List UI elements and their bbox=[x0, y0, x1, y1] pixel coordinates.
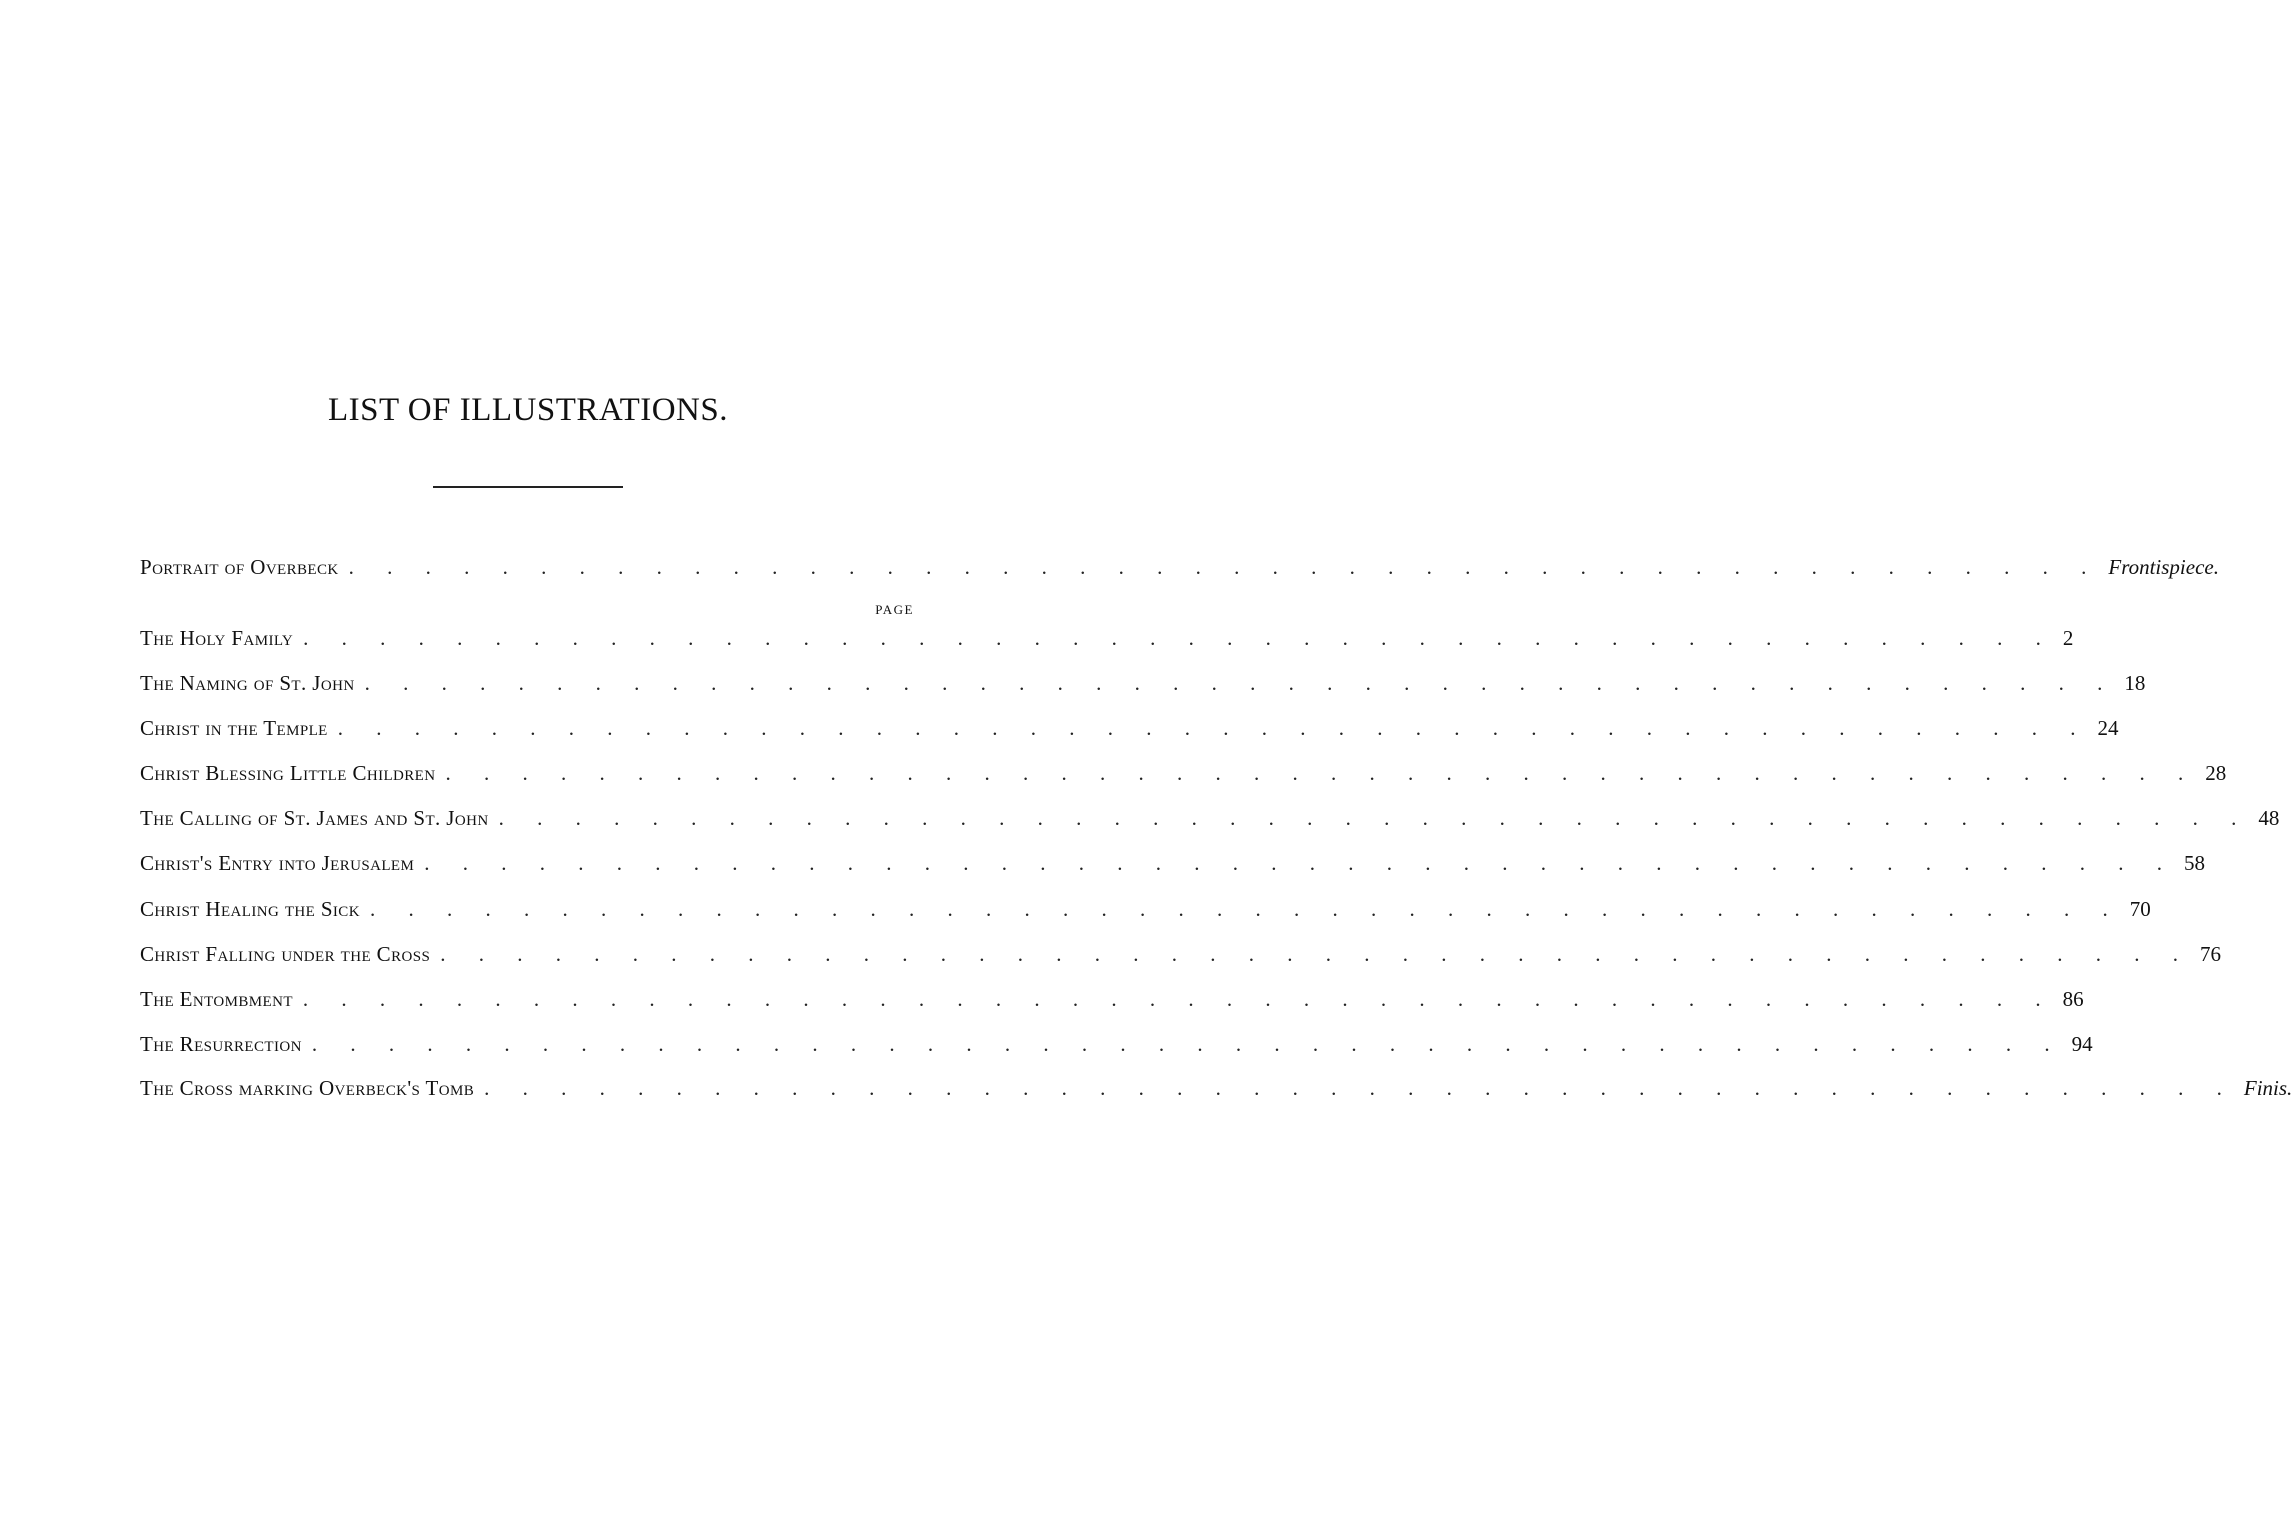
entry-title: Christ Blessing Little Children bbox=[140, 761, 436, 785]
leader-dots: . . . . . . . . . . . . . . . . . . . . . . . . . . . . . . . . . . . . . . . . . . . . . . bbox=[445, 761, 2198, 785]
leader-dots: . . . . . . . . . . . . . . . . . . . . . . . . . . . . . . . . . . . . . . . . . . . . . . bbox=[303, 626, 2055, 650]
list-item bbox=[140, 1029, 2093, 1059]
list-item bbox=[140, 803, 2280, 833]
leader-dots: . . . . . . . . . . . . . . . . . . . . . . . . . . . . . . . . . . . . . . . . . . . . . . bbox=[498, 806, 2251, 830]
entry-title: The Holy Family bbox=[140, 626, 294, 650]
leader-dots: . . . . . . . . . . . . . . . . . . . . . . . . . . . . . . . . . . . . . . . . . . . . . . bbox=[369, 897, 2122, 921]
leader-dots: . . . . . . . . . . . . . . . . . . . . . . . . . . . . . . . . . . . . . . . . . . . . . . bbox=[440, 942, 2192, 966]
entry-page: 76 bbox=[2199, 942, 2221, 966]
entry-page: 28 bbox=[2205, 761, 2227, 785]
entry-title: Christ Healing the Sick bbox=[140, 897, 360, 921]
entry-title: Portrait of Overbeck bbox=[140, 555, 339, 579]
list-item bbox=[140, 668, 2146, 698]
page-title: LIST OF ILLUSTRATIONS. bbox=[328, 392, 728, 428]
leader-dots: . . . . . . . . . . . . . . . . . . . . . . . . . . . . . . . . . . . . . . . . . . . . . . bbox=[311, 1032, 2064, 1056]
leader-dots: . . . . . . . . . . . . . . . . . . . . . . . . . . . . . . . . . . . . . . . . . . . . . . bbox=[424, 851, 2176, 875]
entry-page: 18 bbox=[2124, 671, 2146, 695]
entry-title: Christ in the Temple bbox=[140, 716, 328, 740]
entry-page: Frontispiece. bbox=[2108, 555, 2219, 579]
leader-dots: . . . . . . . . . . . . . . . . . . . . . . . . . . . . . . . . . . . . . . . . . . . . . . bbox=[337, 716, 2090, 740]
entry-title: The Naming of St. John bbox=[140, 671, 355, 695]
title-divider bbox=[433, 486, 623, 488]
entry-title: The Calling of St. James and St. John bbox=[140, 806, 489, 830]
leader-dots: . . . . . . . . . . . . . . . . . . . . . . . . . . . . . . . . . . . . . . . . . . . . . . bbox=[302, 987, 2055, 1011]
entry-title: Christ's Entry into Jerusalem bbox=[140, 851, 415, 875]
list-item bbox=[140, 1073, 2292, 1103]
frontispiece-entry bbox=[140, 552, 2219, 582]
leader-dots: . . . . . . . . . . . . . . . . . . . . . . . . . . . . . . . . . . . . . . . . . . . . . . bbox=[484, 1076, 2236, 1100]
entry-page: 94 bbox=[2071, 1032, 2093, 1056]
entry-page: 58 bbox=[2183, 851, 2205, 875]
leader-dots: . . . . . . . . . . . . . . . . . . . . . . . . . . . . . . . . . . . . . . . . . . . . . . bbox=[348, 555, 2101, 579]
list-item bbox=[140, 894, 2151, 924]
entry-page: Finis. bbox=[2243, 1076, 2292, 1100]
list-item bbox=[140, 939, 2221, 969]
page-column-heading: PAGE bbox=[875, 602, 914, 617]
entry-page: 86 bbox=[2062, 987, 2084, 1011]
leader-dots: . . . . . . . . . . . . . . . . . . . . . . . . . . . . . . . . . . . . . . . . . . . . . . bbox=[364, 671, 2117, 695]
entry-title: The Entombment bbox=[140, 987, 293, 1011]
entry-title: The Cross marking Overbeck's Tomb bbox=[140, 1076, 475, 1100]
list-item bbox=[140, 758, 2227, 788]
entry-title: Christ Falling under the Cross bbox=[140, 942, 431, 966]
list-item bbox=[140, 848, 2205, 878]
list-item bbox=[140, 623, 2074, 653]
entry-page: 70 bbox=[2129, 897, 2151, 921]
entry-page: 2 bbox=[2062, 626, 2074, 650]
list-item bbox=[140, 984, 2084, 1014]
entry-page: 24 bbox=[2097, 716, 2119, 740]
entry-title: The Resurrection bbox=[140, 1032, 302, 1056]
list-item bbox=[140, 713, 2119, 743]
entry-page: 48 bbox=[2258, 806, 2280, 830]
